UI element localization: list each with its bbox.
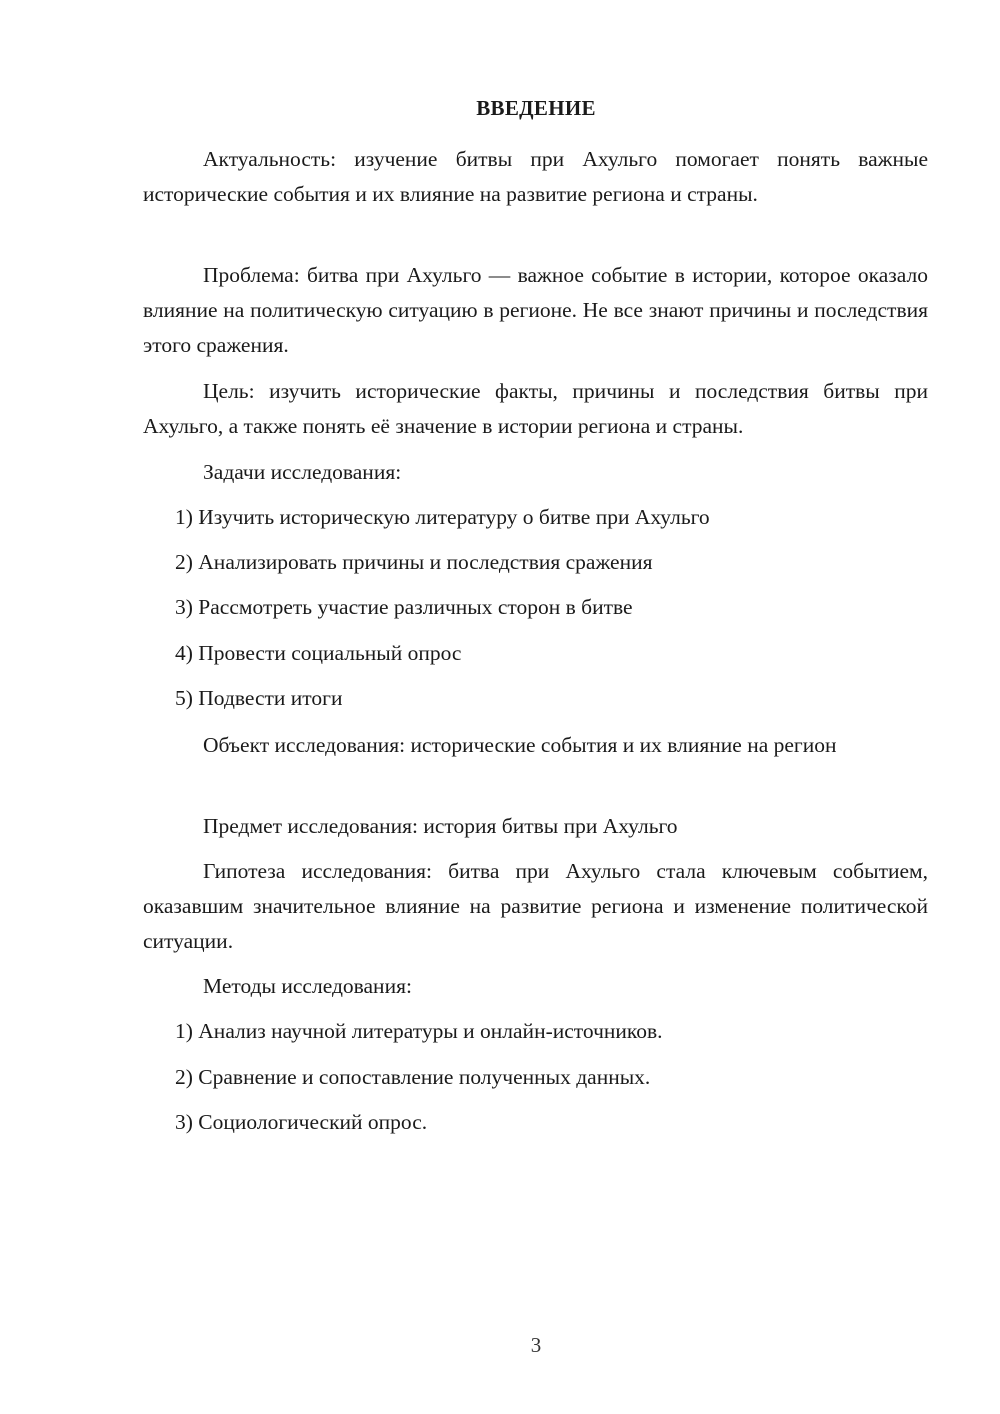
tasks-heading: Задачи исследования:	[203, 460, 402, 484]
task-item-1: 1) Изучить историческую литературу о битве при Ахульго	[175, 505, 710, 529]
task-item-4: 4) Провести социальный опрос	[175, 641, 462, 665]
task-item-5: 5) Подвести итоги	[175, 686, 343, 710]
page-number: 3	[530, 1333, 542, 1357]
subject-line: Предмет исследования: история битвы при Ахульго	[203, 814, 678, 838]
methods-heading: Методы исследования:	[203, 974, 412, 998]
task-item-3: 3) Рассмотреть участие различных сторон в битве	[175, 595, 633, 619]
page-title: ВВЕДЕНИЕ	[476, 96, 596, 120]
method-item-1: 1) Анализ научной литературы и онлайн-источников.	[175, 1019, 663, 1043]
object-paragraph: Объект исследования: исторические события и их влияние на регион	[203, 733, 837, 757]
relevance-paragraph: Актуальность: изучение битвы при Ахульго помогает понять важные исторические события и их влияние на развитие региона и страны.	[143, 147, 928, 206]
task-item-2: 2) Анализировать причины и последствия сражения	[175, 550, 653, 574]
method-item-2: 2) Сравнение и сопоставление полученных данных.	[175, 1065, 651, 1089]
problem-paragraph: Проблема: битва при Ахульго — важное событие в истории, которое оказало влияние на политическую ситуацию в регионе. Не все знают причины и последствия этого сражения.	[143, 263, 928, 357]
goal-paragraph: Цель: изучить исторические факты, причины и последствия битвы при Ахульго, а также понять её значение в истории региона и страны.	[143, 379, 928, 438]
hypothesis-paragraph: Гипотеза исследования: битва при Ахульго стала ключевым событием, оказавшим значительное влияние на развитие региона и изменение политической ситуации.	[143, 859, 928, 953]
method-item-3: 3) Социологический опрос.	[175, 1110, 428, 1134]
